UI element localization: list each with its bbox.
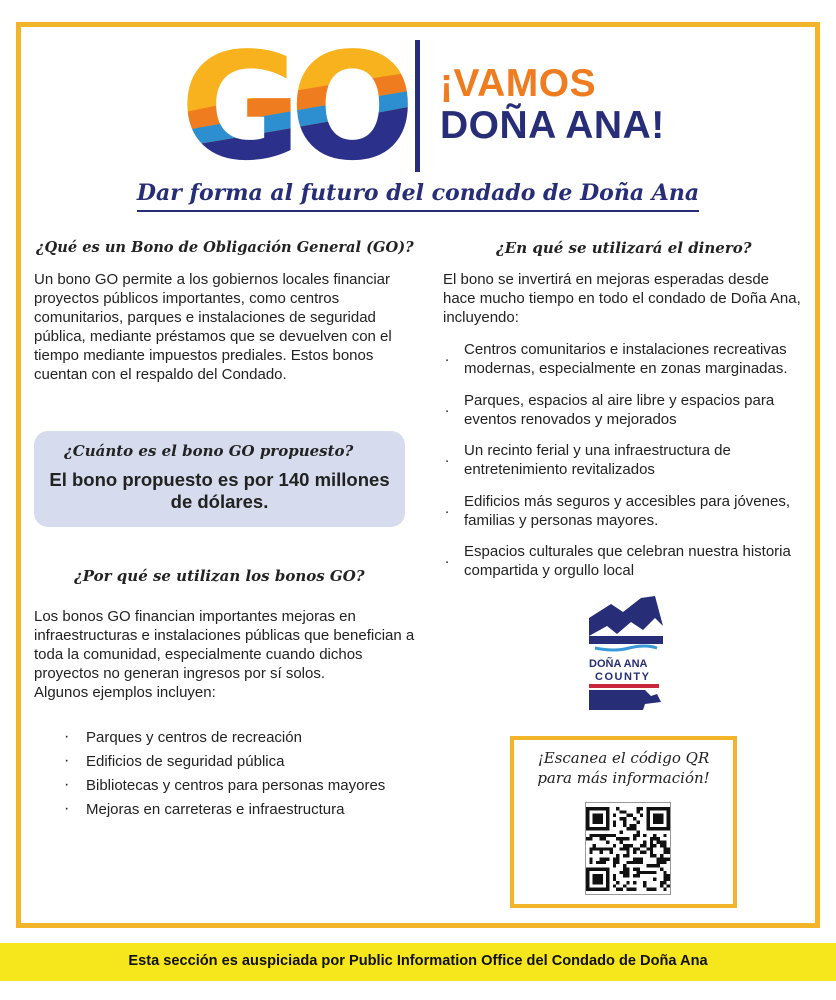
list-item: · Bibliotecas y centros para personas mayores	[64, 774, 385, 798]
county-logo-line-2: COUNTY	[595, 671, 651, 683]
list-item: . Espacios culturales que celebran nuestra historia compartida y orgullo local	[446, 542, 806, 580]
header-divider	[415, 40, 420, 172]
go-logo	[186, 42, 414, 162]
subtitle-text: Dar forma al futuro del condado de Doña Ana	[137, 180, 699, 212]
sponsor-footer	[0, 943, 836, 981]
examples-list	[64, 726, 385, 822]
qr-code[interactable]	[585, 802, 671, 895]
qr-callout-line-1: ¡Escanea el código QR	[537, 749, 710, 767]
paragraph-why-go-bonds	[34, 607, 419, 702]
uses-list	[446, 340, 806, 593]
qr-callout-box	[510, 736, 737, 908]
subtitle	[0, 180, 836, 212]
qr-code-pattern	[586, 807, 670, 891]
list-item: . Centros comunitarios e instalaciones recreativas modernas, especialmente en zonas marginadas.	[446, 340, 806, 378]
list-item: · Edificios de seguridad pública	[64, 750, 385, 774]
list-item: . Un recinto ferial y una infraestructura de entretenimiento revitalizados	[446, 441, 806, 479]
why-go-bonds-text: Los bonos GO financian importantes mejoras en infraestructuras e instalaciones públicas que benefician a toda la comunidad, especialmente cuando dichos proyectos no generan ingresos por sí solos.	[34, 608, 415, 682]
bond-amount-question: ¿Cuánto es el bono GO propuesto?	[64, 442, 354, 460]
examples-intro: Algunos ejemplos incluyen:	[34, 684, 216, 701]
county-logo-line-1: DOÑA ANA	[589, 658, 648, 670]
heading-money-use: ¿En qué se utilizará el dinero?	[496, 239, 752, 257]
list-item: . Edificios más seguros y accesibles para jóvenes, familias y personas mayores.	[446, 492, 806, 530]
sponsor-footer-text: Esta sección es auspiciada por Public Information Office del Condado de Doña Ana	[128, 953, 708, 969]
bond-amount-box	[34, 431, 405, 527]
paragraph-what-is-go-bond: Un bono GO permite a los gobiernos locales financiar proyectos públicos importantes, como centros comunitarios, parques e instalaciones de seguridad pública, mediante préstamos que se devuelven con el tiempo mediante impuestos prediales. Estos bonos cuentan con el respaldo del Condado.	[34, 271, 392, 383]
list-item: · Parques y centros de recreación	[64, 726, 385, 750]
tagline-line-1: ¡VAMOS	[440, 62, 597, 105]
heading-why-go-bonds: ¿Por qué se utilizan los bonos GO?	[74, 567, 365, 585]
list-item: . Parques, espacios al aire libre y espacios para eventos renovados y mejorados	[446, 391, 806, 429]
dona-ana-county-logo	[585, 596, 663, 714]
qr-callout-line-2: para más información!	[537, 769, 710, 787]
tagline-line-2: DOÑA ANA!	[440, 104, 665, 147]
list-item: · Mejoras en carreteras e infraestructura	[64, 798, 385, 822]
paragraph-money-use: El bono se invertirá en mejoras esperadas desde hace mucho tiempo en todo el condado de Doña Ana, incluyendo:	[443, 271, 801, 326]
qr-callout-text	[514, 748, 733, 788]
heading-what-is-go-bond: ¿Qué es un Bono de Obligación General (GO)?	[36, 239, 414, 256]
bond-amount-answer: El bono propuesto es por 140 millones de dólares.	[49, 469, 390, 512]
